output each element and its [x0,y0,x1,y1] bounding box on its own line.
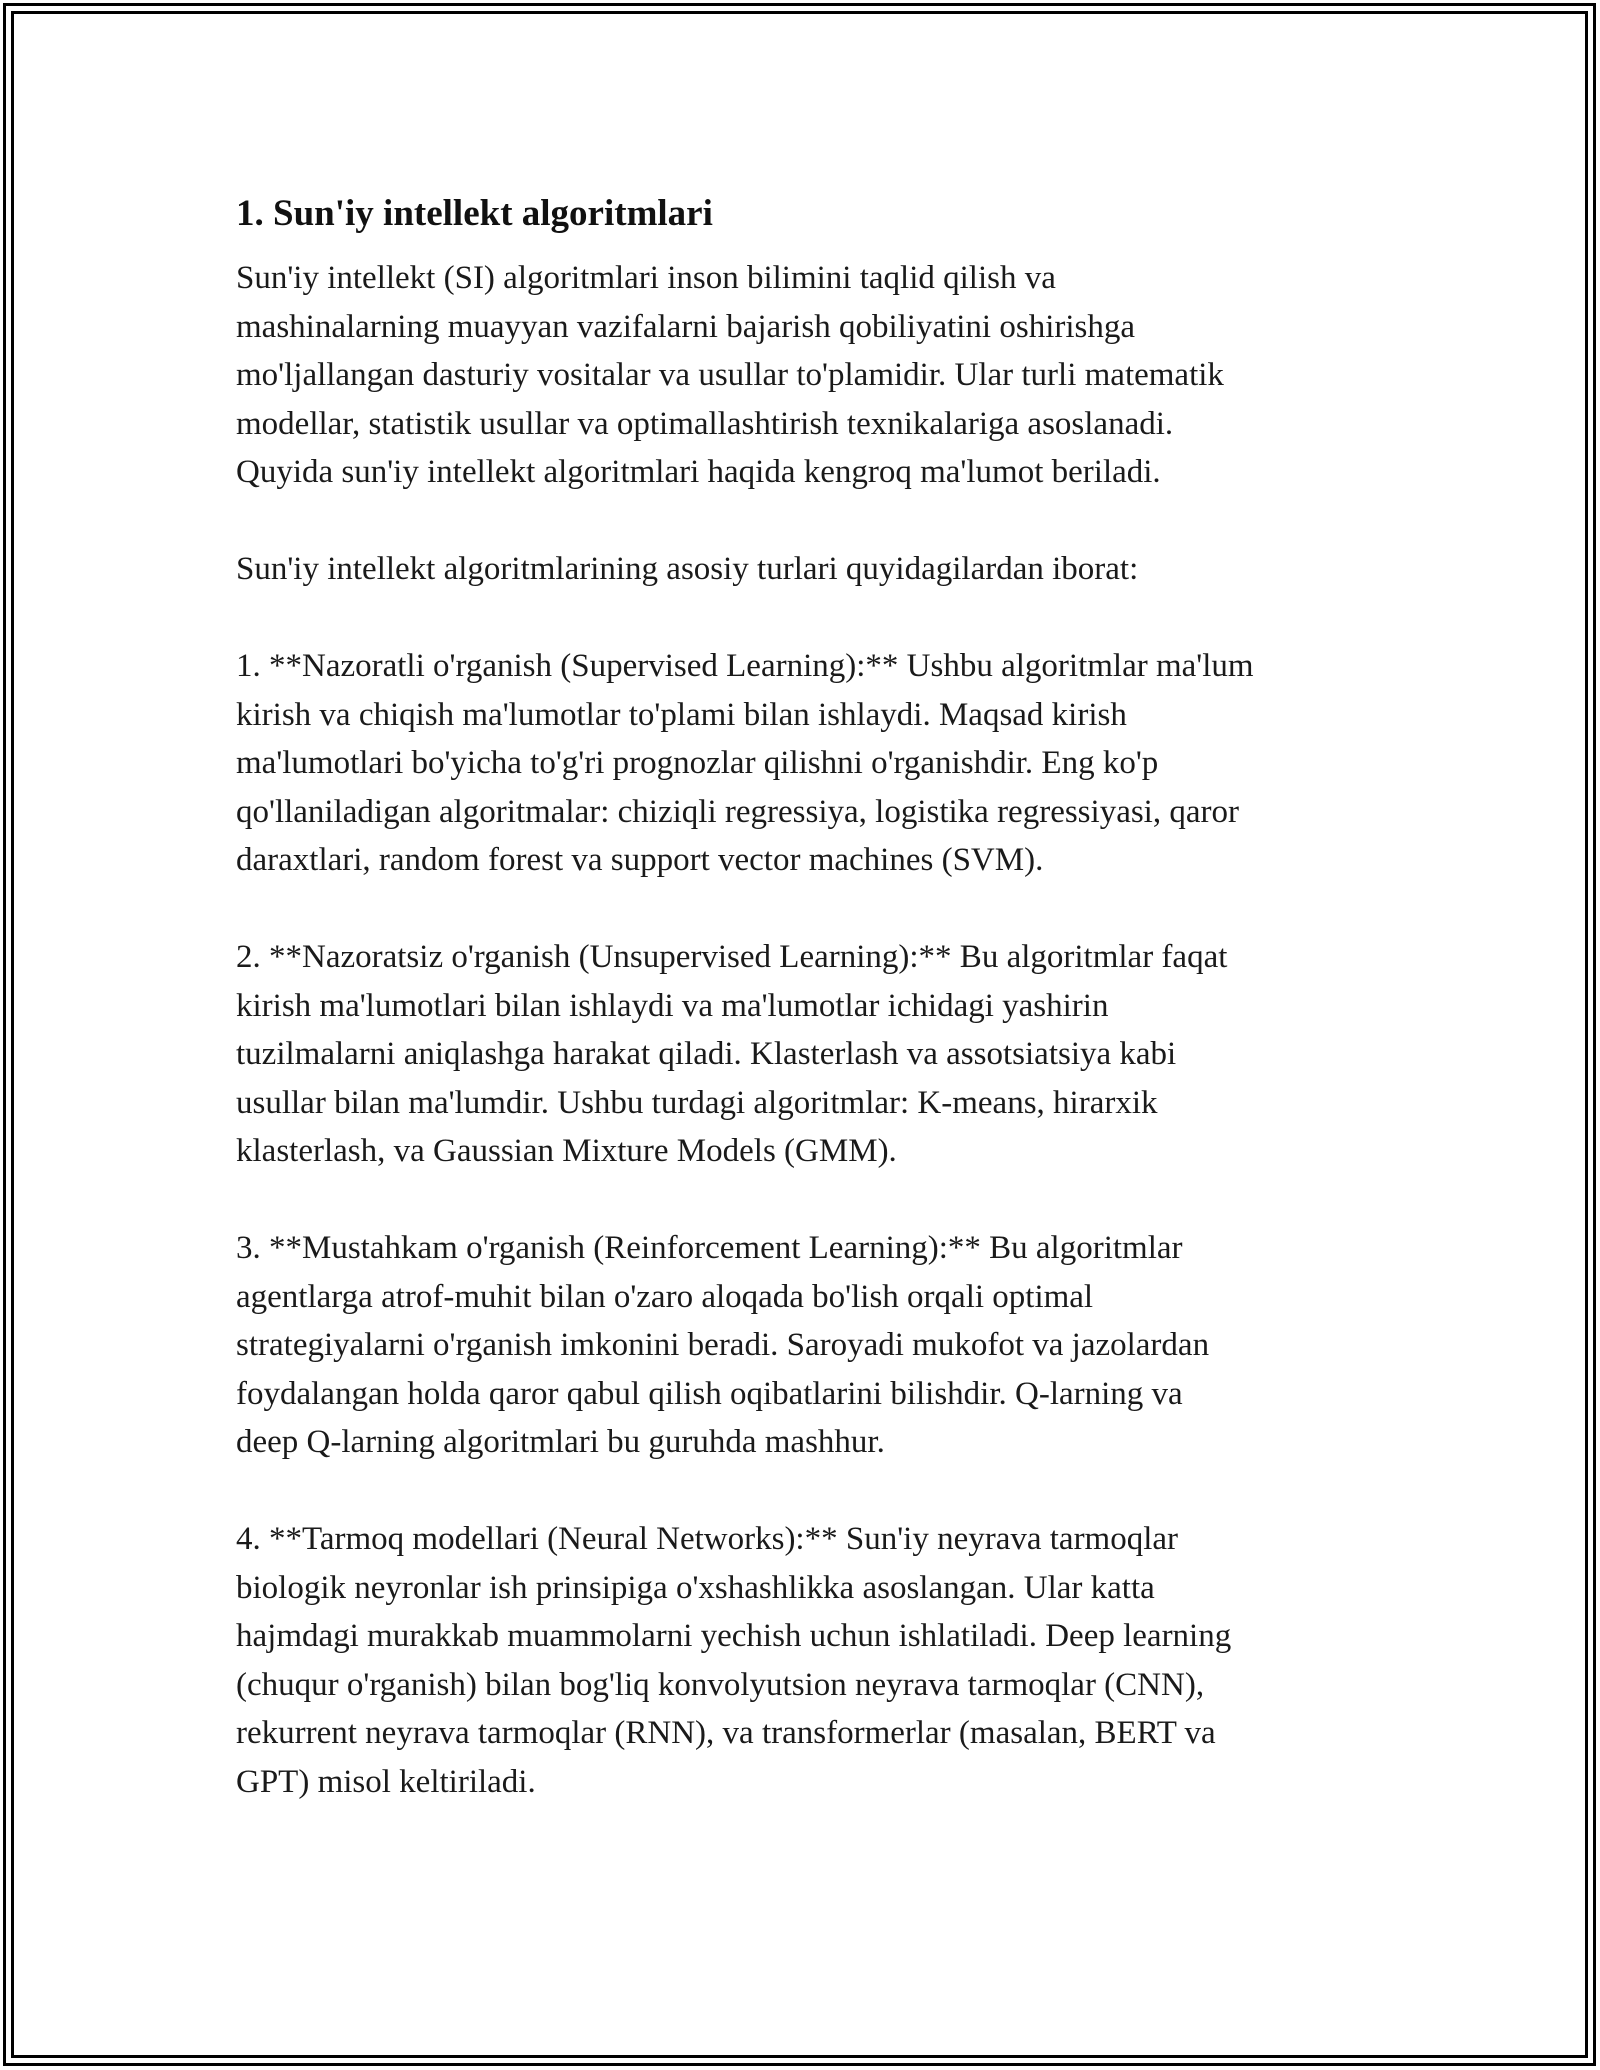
paragraph-spacer [236,885,1386,934]
intro-paragraph: Sun'iy intellekt (SI) algoritmlari inson bilimini taqlid qilish va mashinalarning muayyan vazifalarni bajarish qobiliyatini oshirishga mo'ljallangan dasturiy vositalar va usullar to'plamidir. Ular turli matematik modellar, statistik usullar va optimallashtirish texnikalariga asoslanadi. Quyida sun'iy intellekt algoritmlari haqida kengroq ma'lumot beriladi. [236,260,1224,490]
document-body [236,186,1386,1806]
list-item-neural-networks: 4. **Tarmoq modellari (Neural Networks):** Sun'iy neyrava tarmoqlar biologik neyronlar ish prinsipiga o'xshashlikka asoslangan. Ular katta hajmdagi murakkab muammolarni yechish uchun ishlatiladi. Deep learning (chuqur o'rganish) bilan bog'liq konvolyutsion neyrava tarmoqlar (CNN), rekurrent neyrava tarmoqlar (RNN), va transformerlar (masalan, BERT va GPT) misol keltiriladi. [236,1521,1232,1800]
paragraph-spacer [236,1176,1386,1225]
list-item-unsupervised: 2. **Nazoratsiz o'rganish (Unsupervised Learning):** Bu algoritmlar faqat kirish ma'lumotlari bilan ishlaydi va ma'lumotlar ichidagi yashirin tuzilmalarni aniqlashga harakat qiladi. Klasterlash va assotsiatsiya kabi usullar bilan ma'lumdir. Ushbu turdagi algoritmlar: K-means, hirarxik klasterlash, va Gaussian Mixture Models (GMM). [236,939,1228,1169]
types-heading: Sun'iy intellekt algoritmlarining asosiy turlari quyidagilardan iborat: [236,551,1139,587]
list-item-supervised: 1. **Nazoratli o'rganish (Supervised Learning):** Ushbu algoritmlar ma'lum kirish va chiqish ma'lumotlar to'plami bilan ishlaydi. Maqsad kirish ma'lumotlari bo'yicha to'g'ri prognozlar qilishni o'rganishdir. Eng ko'p qo'llaniladigan algoritmalar: chiziqli regressiya, logistika regressiyasi, qaror daraxtlari, random forest va support vector machines (SVM). [236,648,1254,878]
paragraph-spacer [236,594,1386,643]
document-title: 1. Sun'iy intellekt algoritmlari [236,193,713,234]
paragraph-spacer [236,1467,1386,1516]
list-item-reinforcement: 3. **Mustahkam o'rganish (Reinforcement Learning):** Bu algoritmlar agentlarga atrof-muhit bilan o'zaro aloqada bo'lish orqali optimal strategiyalarni o'rganish imkonini beradi. Saroyadi mukofot va jazolardan foydalangan holda qaror qabul qilish oqibatlarini bilishdir. Q-larning va deep Q-larning algoritmlari bu guruhda mashhur. [236,1230,1210,1460]
paragraph-spacer [236,497,1386,546]
